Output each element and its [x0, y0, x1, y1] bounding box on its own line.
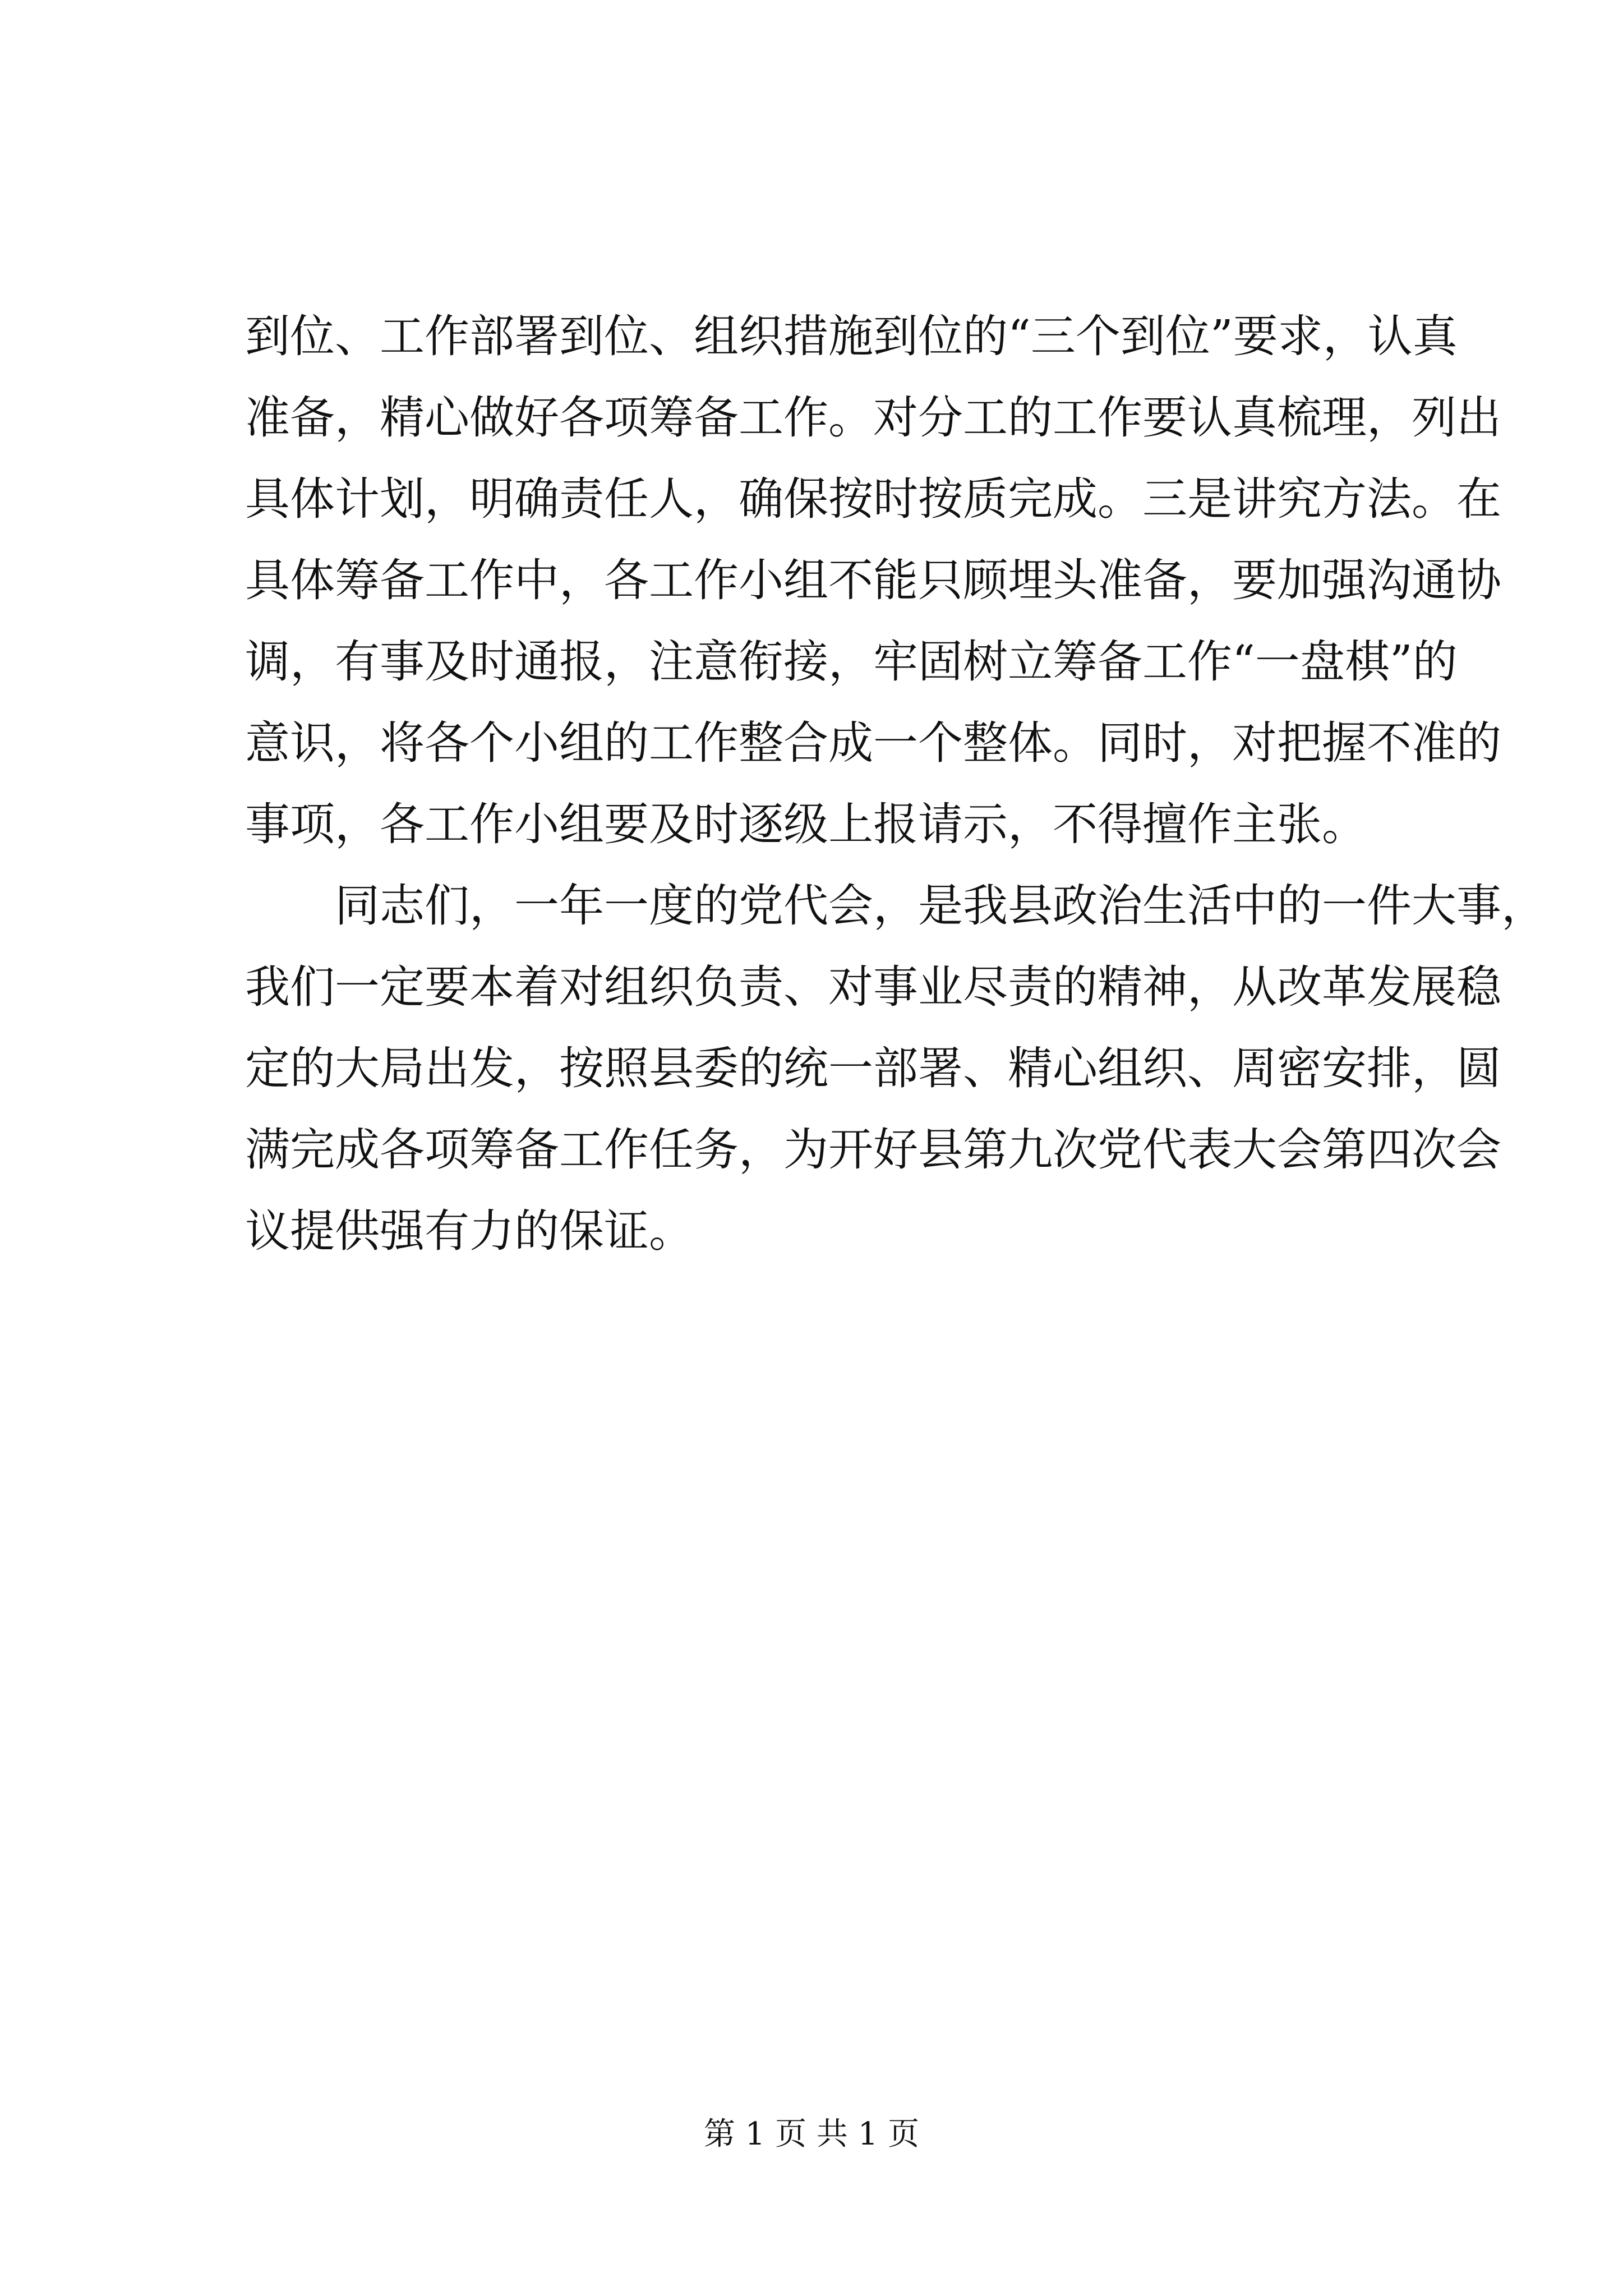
paragraph-1-line-6: 意识，将各个小组的工作整合成一个整体。同时，对把握不准的 — [245, 717, 1501, 769]
paragraph-2-line-1: 同志们，一年一度的党代会，是我县政治生活中的一件大事， — [335, 880, 1546, 932]
page-footer: 第 1 页 共 1 页 — [703, 2116, 920, 2152]
paragraph-1-line-5: 调，有事及时通报，注意衔接，牢固树立筹备工作“一盘棋”的 — [245, 636, 1458, 688]
paragraph-2-line-5: 议提供强有力的保证。 — [245, 1205, 694, 1257]
paragraph-2-line-2: 我们一定要本着对组织负责、对事业尽责的精神，从改革发展稳 — [245, 961, 1501, 1013]
paragraph-2-line-3: 定的大局出发，按照县委的统一部署、精心组织、周密安排，圆 — [245, 1042, 1501, 1094]
paragraph-1-line-2: 准备，精心做好各项筹备工作。对分工的工作要认真梳理，列出 — [245, 392, 1501, 444]
paragraph-1-line-4: 具体筹备工作中，各工作小组不能只顾埋头准备，要加强沟通协 — [245, 554, 1501, 606]
paragraph-2-line-4: 满完成各项筹备工作任务，为开好县第九次党代表大会第四次会 — [245, 1124, 1501, 1176]
paragraph-1-line-3: 具体计划，明确责任人，确保按时按质完成。三是讲究方法。在 — [245, 473, 1501, 525]
paragraph-1-line-1: 到位、工作部署到位、组织措施到位的“三个到位”要求，认真 — [245, 310, 1458, 362]
paragraph-1-line-7: 事项，各工作小组要及时逐级上报请示，不得擅作主张。 — [245, 798, 1367, 850]
